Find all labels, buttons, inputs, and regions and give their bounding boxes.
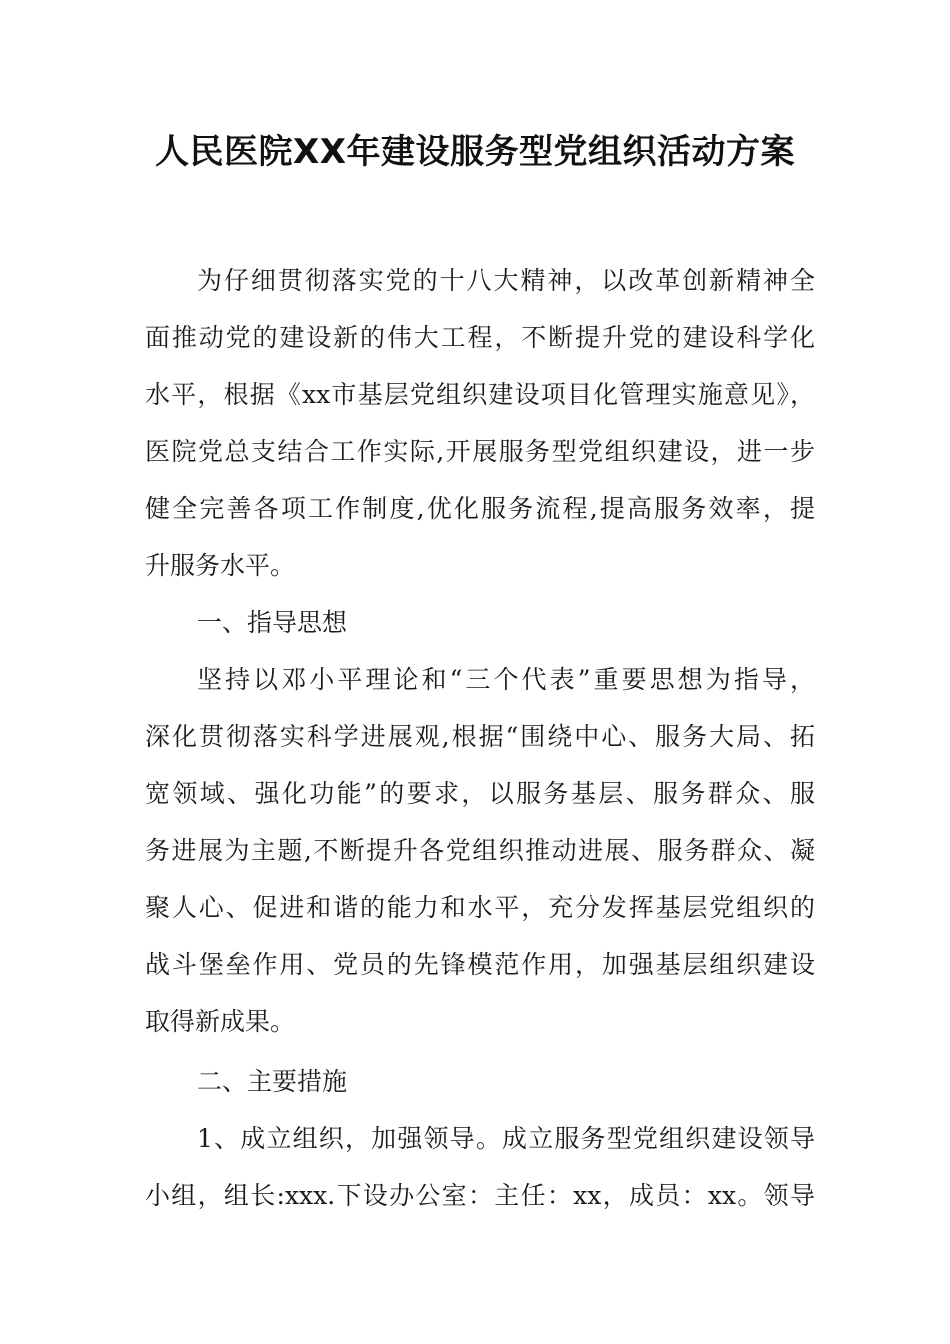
text-line: 小组，组长:xxx.下设办公室：主任：xx，成员：xx。领导 xyxy=(145,1181,815,1210)
text-line: 水平，根据《xx市基层党组织建设项目化管理实施意见》， xyxy=(145,380,815,409)
paragraph-main-measures xyxy=(145,1110,815,1224)
text-line: 坚持以邓小平理论和“三个代表”重要思想为指导， xyxy=(197,665,815,694)
text-line: 升服务水平。 xyxy=(145,551,296,580)
text-line: 医院党总支结合工作实际,开展服务型党组织建设，进一步 xyxy=(145,437,815,466)
text-line: 聚人心、促进和谐的能力和水平，充分发挥基层党组织的 xyxy=(145,893,815,922)
text-line: 1、成立组织，加强领导。成立服务型党组织建设领导 xyxy=(197,1124,815,1153)
section-heading-guiding-ideology xyxy=(145,594,815,651)
text-line: 取得新成果。 xyxy=(145,1007,296,1036)
section-heading-main-measures xyxy=(145,1053,815,1110)
text-line: 为仔细贯彻落实党的十八大精神，以改革创新精神全 xyxy=(197,266,815,295)
text-line: 深化贯彻落实科学进展观,根据“围绕中心、服务大局、拓 xyxy=(145,722,815,751)
text-line: 务进展为主题,不断提升各党组织推动进展、服务群众、凝 xyxy=(145,836,815,865)
text-line: 面推动党的建设新的伟大工程，不断提升党的建设科学化 xyxy=(145,323,815,352)
text-line: 健全完善各项工作制度,优化服务流程,提高服务效率，提 xyxy=(145,494,815,523)
heading-text: 二、主要措施 xyxy=(197,1067,348,1096)
document-title: 人民医院XX年建设服务型党组织活动方案 xyxy=(155,132,795,172)
text-line: 战斗堡垒作用、党员的先锋模范作用，加强基层组织建设 xyxy=(145,950,815,979)
paragraph-guiding-ideology xyxy=(145,651,815,1050)
paragraph-intro xyxy=(145,252,815,594)
text-line: 宽领域、强化功能”的要求，以服务基层、服务群众、服 xyxy=(145,779,815,808)
heading-text: 一、指导思想 xyxy=(197,608,348,637)
